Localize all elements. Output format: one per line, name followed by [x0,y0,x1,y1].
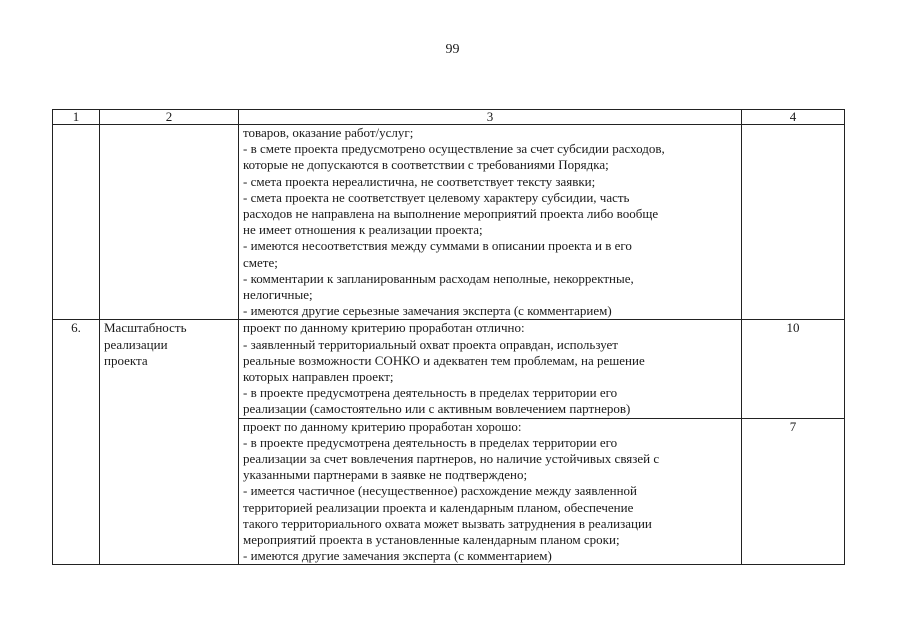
header-col-4: 4 [742,110,845,125]
continued-number-cell [53,125,100,320]
description-line: расходов не направлена на выполнение мероприятий проекта либо вообще [243,206,659,222]
description-line: - имеются другие серьезные замечания эксперта (с комментарием) [243,303,612,319]
description-line: реализации за счет вовлечения партнеров, но наличие устойчивых связей с [243,451,660,467]
description-line: территорией реализации проекта и календарным планом, обеспечение [243,499,634,515]
description-line: - в проекте предусмотрена деятельность в пределах территории его [243,434,618,450]
description-line: смете; [243,254,278,270]
description-line: указанными партнерами в заявке не подтверждено; [243,467,528,483]
page-number: 99 [445,42,460,57]
description-line: мероприятий проекта в установленные календарным планом сроки; [243,532,620,548]
good-score: 7 [742,418,845,565]
description-line: которые не допускаются в соответствии с требованиями Порядка; [243,157,609,173]
description-line: - смета проекта не соответствует целевому характеру субсидии, часть [243,189,630,205]
description-line: проект по данному критерию проработан хорошо: [243,418,522,434]
table-row-6-excellent [53,320,845,418]
description-line: реальные возможности СОНКО и адекватен тем проблемам, на решение [243,352,645,368]
continued-score-cell [742,125,845,320]
description-line: - имеются другие замечания эксперта (с комментарием) [243,548,552,564]
description-line: не имеет отношения к реализации проекта; [243,222,483,238]
header-col-2: 2 [100,110,239,125]
row-number: 6. [53,320,100,565]
description-line: - имеются несоответствия между суммами в описании проекта и в его [243,238,632,254]
good-description-cell [239,418,742,565]
description-line: проект по данному критерию проработан отлично: [243,320,525,336]
description-line: товаров, оказание работ/услуг; [243,125,414,140]
description-line: реализации (самостоятельно или с активным вовлечением партнеров) [243,401,631,417]
continued-description-cell [239,125,742,320]
criteria-table [52,109,845,565]
criterion-name-cell [100,320,239,565]
description-line: - комментарии к запланированным расходам неполные, некорректные, [243,270,634,286]
description-line: - в проекте предусмотрена деятельность в пределах территории его [243,385,618,401]
table-header-row [53,110,845,125]
description-line: нелогичные; [243,287,313,303]
table-row-continued [53,125,845,320]
continued-criterion-cell [100,125,239,320]
description-line: - имеется частичное (несущественное) расхождение между заявленной [243,483,637,499]
excellent-description-cell [239,320,742,418]
criterion-name-line: проекта [104,352,148,368]
header-col-3: 3 [239,110,742,125]
header-col-1: 1 [53,110,100,125]
criterion-name-line: реализации [104,336,168,352]
description-line: такого территориального охвата может вызвать затруднения в реализации [243,515,652,531]
description-line: - смета проекта нереалистична, не соответствует тексту заявки; [243,173,596,189]
excellent-score: 10 [742,320,845,418]
criterion-name-line: Масштабность [104,320,187,336]
description-line: - заявленный территориальный охват проекта оправдан, использует [243,336,618,352]
description-line: - в смете проекта предусмотрено осуществление за счет субсидии расходов, [243,141,665,157]
description-line: которых направлен проект; [243,369,394,385]
